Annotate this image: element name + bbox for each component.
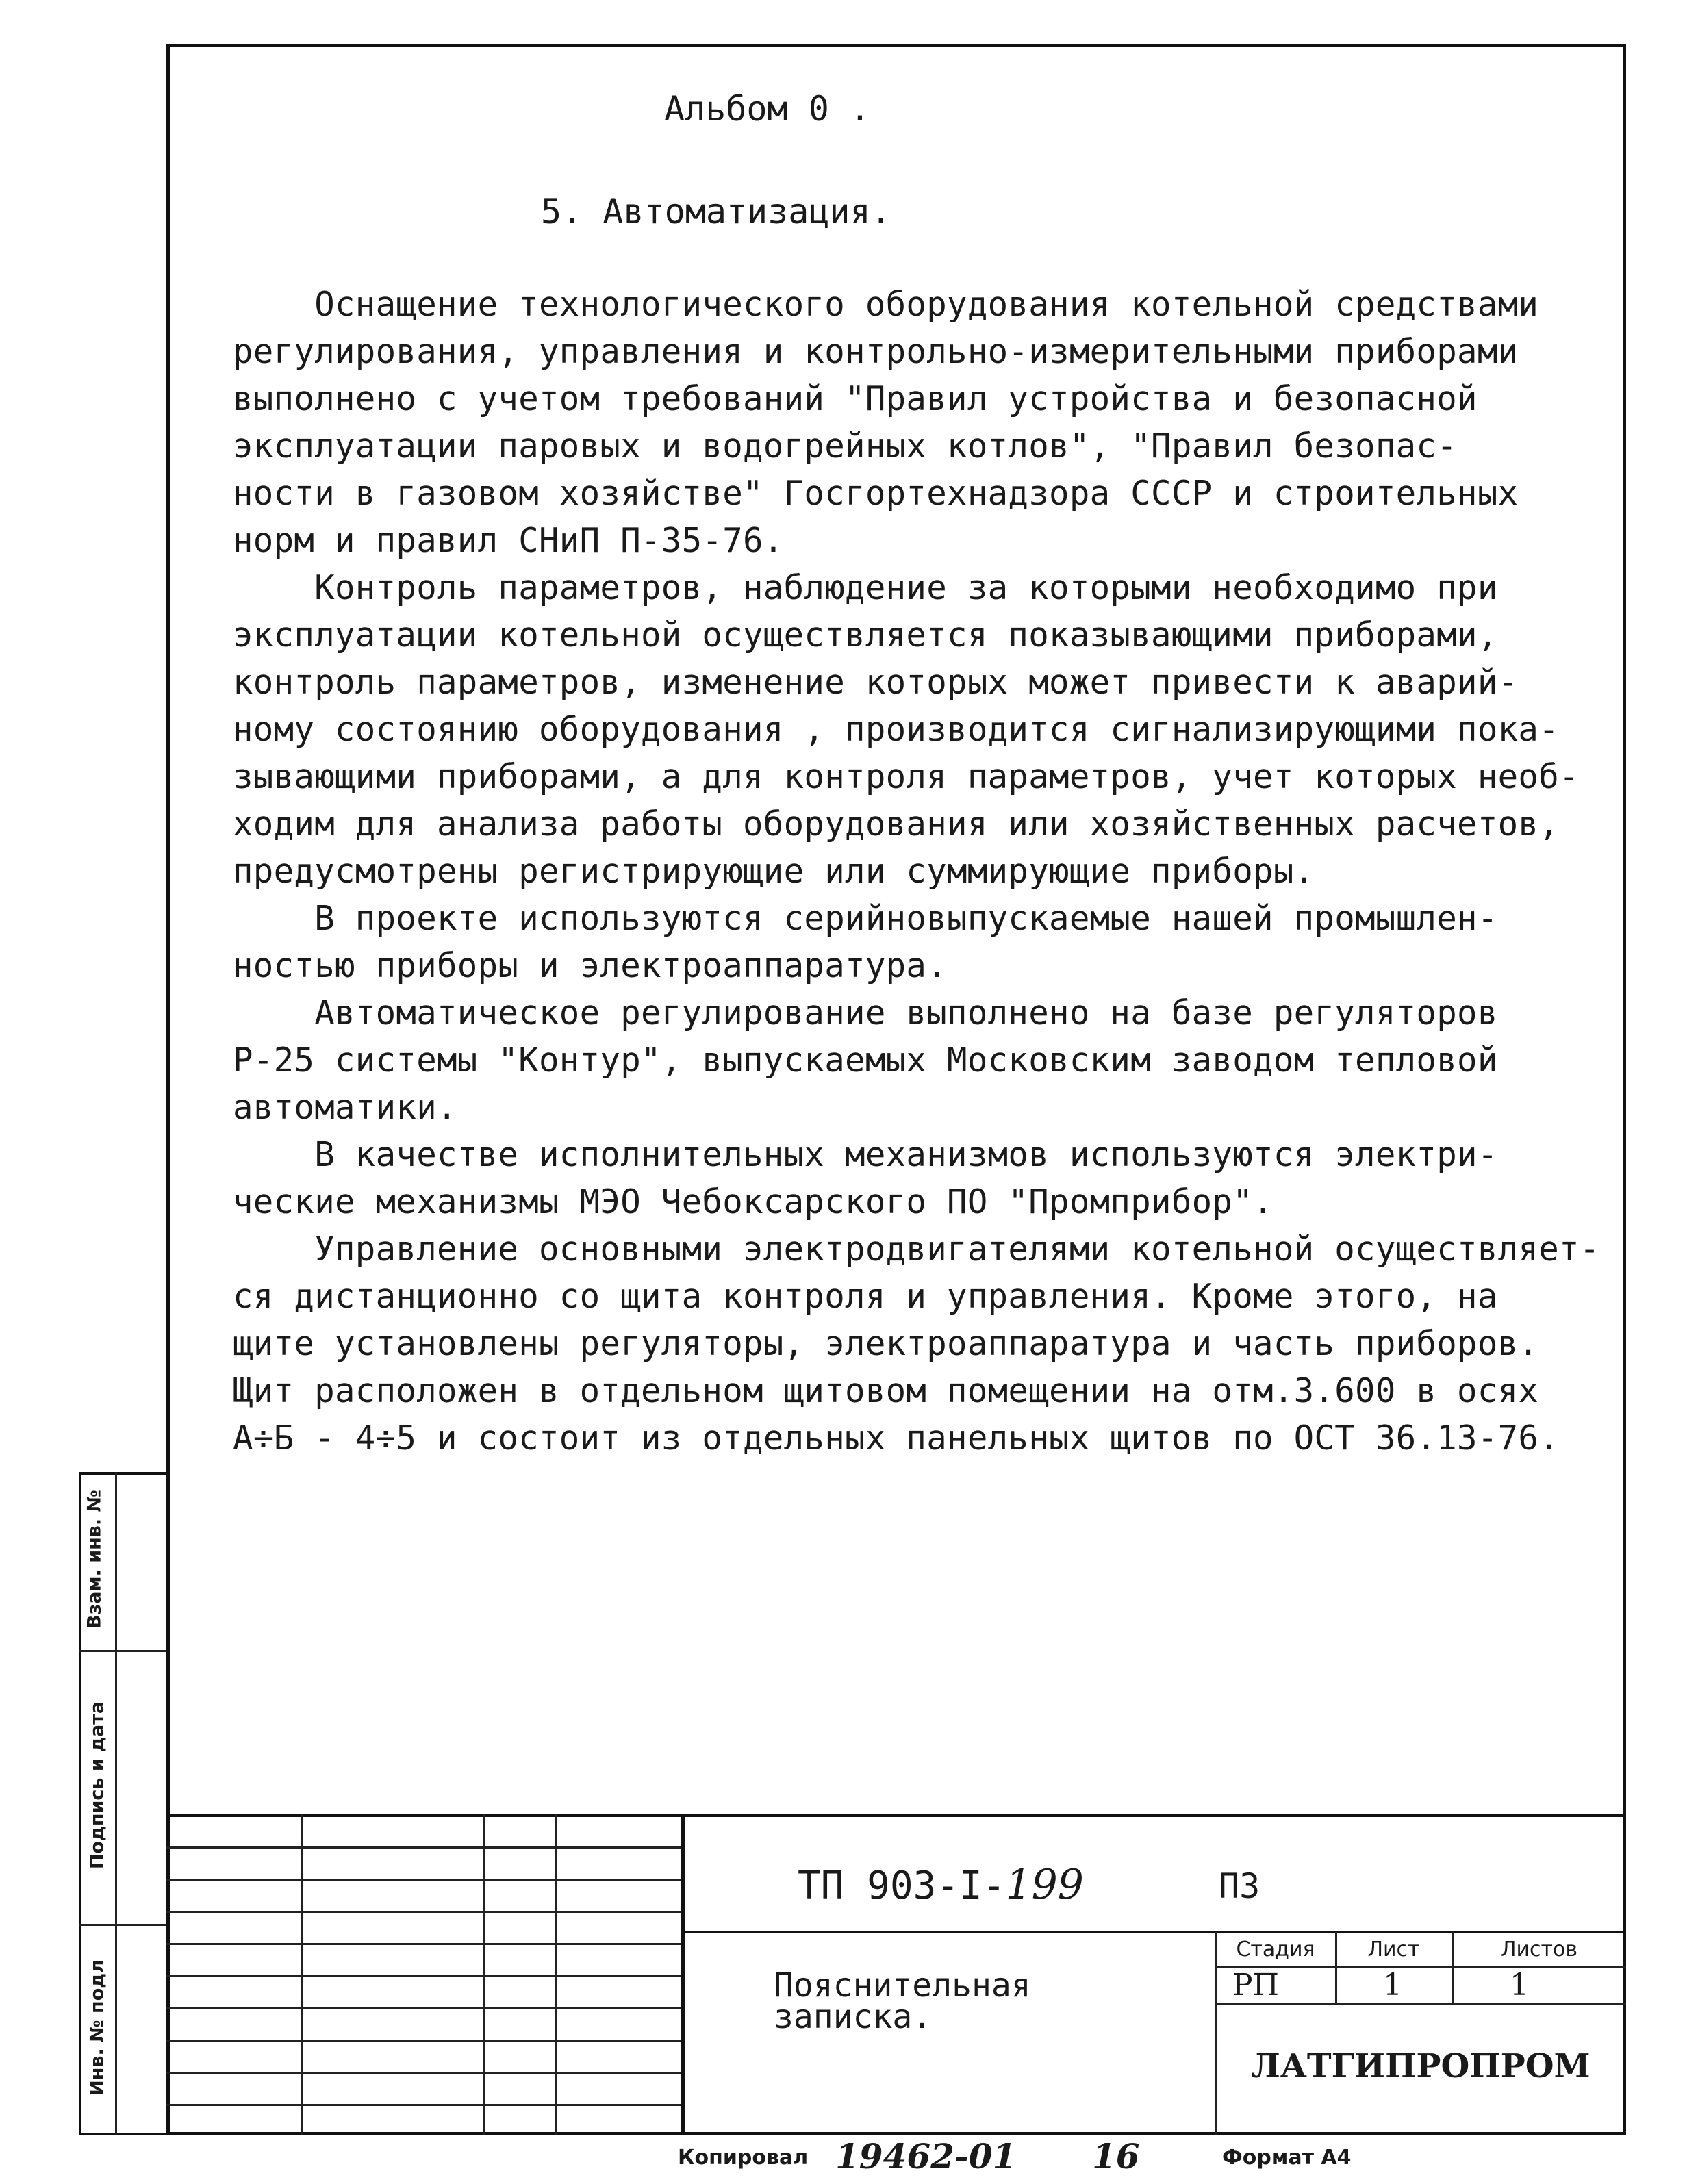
paragraph-line: Р-25 системы "Контур", выпускаемых Московским заводом тепловой — [233, 1041, 1498, 1080]
title-divider — [681, 1931, 1626, 1933]
paragraph-line: регулирования, управления и контрольно-измерительными приборами — [233, 332, 1519, 371]
sheet-value: 1 — [1383, 1968, 1402, 2003]
paragraph-line: выполнено с учетом требований "Правил устройства и безопасной — [233, 379, 1478, 418]
document-code — [798, 1861, 1084, 1909]
body-text — [233, 281, 1600, 1462]
paragraph-line: Контроль параметров, наблюдение за которыми необходимо при — [233, 568, 1498, 607]
paragraph-line: ходим для анализа работы оборудования или хозяйственных расчетов, — [233, 804, 1560, 843]
grid-line — [166, 2040, 681, 2042]
paragraph-line: ностью приборы и электроаппаратура. — [233, 946, 948, 985]
stamp-podpis-data: Подпись и дата — [86, 1701, 108, 1870]
paragraph-line: эксплуатации котельной осуществляется показывающими приборами, — [233, 615, 1498, 655]
stage-value: РП — [1232, 1968, 1279, 2003]
sheets-value: 1 — [1510, 1968, 1529, 2003]
document-title-line2: записка. — [774, 1998, 933, 2036]
grid-line — [166, 1975, 681, 1977]
footer-copied-number: 19462-01 — [835, 2136, 1017, 2176]
document-title-line1: Пояснительная — [774, 1966, 1031, 2005]
paragraph-line: норм и правил СНиП П-35-76. — [233, 521, 784, 560]
paragraph-line: Щит расположен в отдельном щитовом помещении на отм.3.600 в осях — [233, 1371, 1539, 1410]
organization-name: ЛАТГИПРОПРОМ — [1251, 2047, 1591, 2085]
paragraph-line: ся дистанционно со щита контроля и управления. Кроме этого, на — [233, 1277, 1498, 1316]
document-type: ПЗ — [1219, 1866, 1260, 1906]
grid-line — [166, 1943, 681, 1945]
grid-line — [166, 1846, 681, 1849]
paragraph-line: предусмотрены регистрирующие или суммирующие приборы. — [233, 852, 1315, 891]
paragraph-line: ческие механизмы МЭО Чебоксарского ПО "Промприбор". — [233, 1182, 1274, 1221]
paragraph-line: В качестве исполнительных механизмов используются электри- — [233, 1135, 1498, 1174]
paragraph-line: В проекте используются серийновыпускаемые нашей промышлен- — [233, 899, 1498, 938]
grid-line — [166, 2104, 681, 2106]
side-stamp-divider — [115, 1472, 117, 2135]
paragraph-line: автоматики. — [233, 1088, 457, 1127]
stamp-inv-podl: Инв. № подл — [86, 1959, 108, 2096]
section-title: 5. Автоматизация. — [541, 192, 891, 231]
footer-page-number: 16 — [1092, 2136, 1140, 2176]
document-code-prefix: ТП 903-I- — [798, 1864, 1006, 1908]
paragraph-line: зывающими приборами, а для контроля параметров, учет которых необ- — [233, 757, 1580, 796]
grid-line — [166, 2072, 681, 2074]
title-divider — [1215, 2003, 1626, 2005]
stage-label: Стадия — [1236, 1938, 1315, 1961]
grid-line — [166, 1911, 681, 1913]
grid-line — [681, 1814, 685, 2135]
grid-line — [166, 2007, 681, 2009]
footer-copied-label: Копировал — [678, 2146, 809, 2170]
paragraph-line: Оснащение технологического оборудования котельной средствами — [233, 285, 1539, 324]
document-code-number: 199 — [1005, 1861, 1084, 1909]
paragraph-line: ному состоянию оборудования , производится сигнализирующими пока- — [233, 710, 1560, 749]
stamp-inv-vzam: Взам. инв. № — [84, 1490, 105, 1629]
sheet-label: Лист — [1367, 1938, 1420, 1961]
sheets-label: Листов — [1500, 1938, 1578, 1961]
paragraph-line: эксплуатации паровых и водогрейных котлов", "Правил безопас- — [233, 427, 1458, 466]
album-label: Альбом 0 . — [664, 89, 871, 129]
paragraph-line: Управление основными электродвигателями котельной осуществляет- — [233, 1230, 1600, 1269]
paragraph-line: контроль параметров, изменение которых может привести к аварий- — [233, 663, 1519, 702]
paragraph-line: А÷Б - 4÷5 и состоит из отдельных панельных щитов по ОСТ 36.13-76. — [233, 1419, 1560, 1458]
grid-line — [166, 1879, 681, 1881]
paragraph-line: щите установлены регуляторы, электроаппаратура и часть приборов. — [233, 1324, 1539, 1363]
paragraph-line: Автоматическое регулирование выполнено на базе регуляторов — [233, 993, 1498, 1032]
paragraph-line: ности в газовом хозяйстве" Госгортехнадзора СССР и строительных — [233, 474, 1519, 513]
footer-format-label: Формат А4 — [1222, 2146, 1352, 2170]
